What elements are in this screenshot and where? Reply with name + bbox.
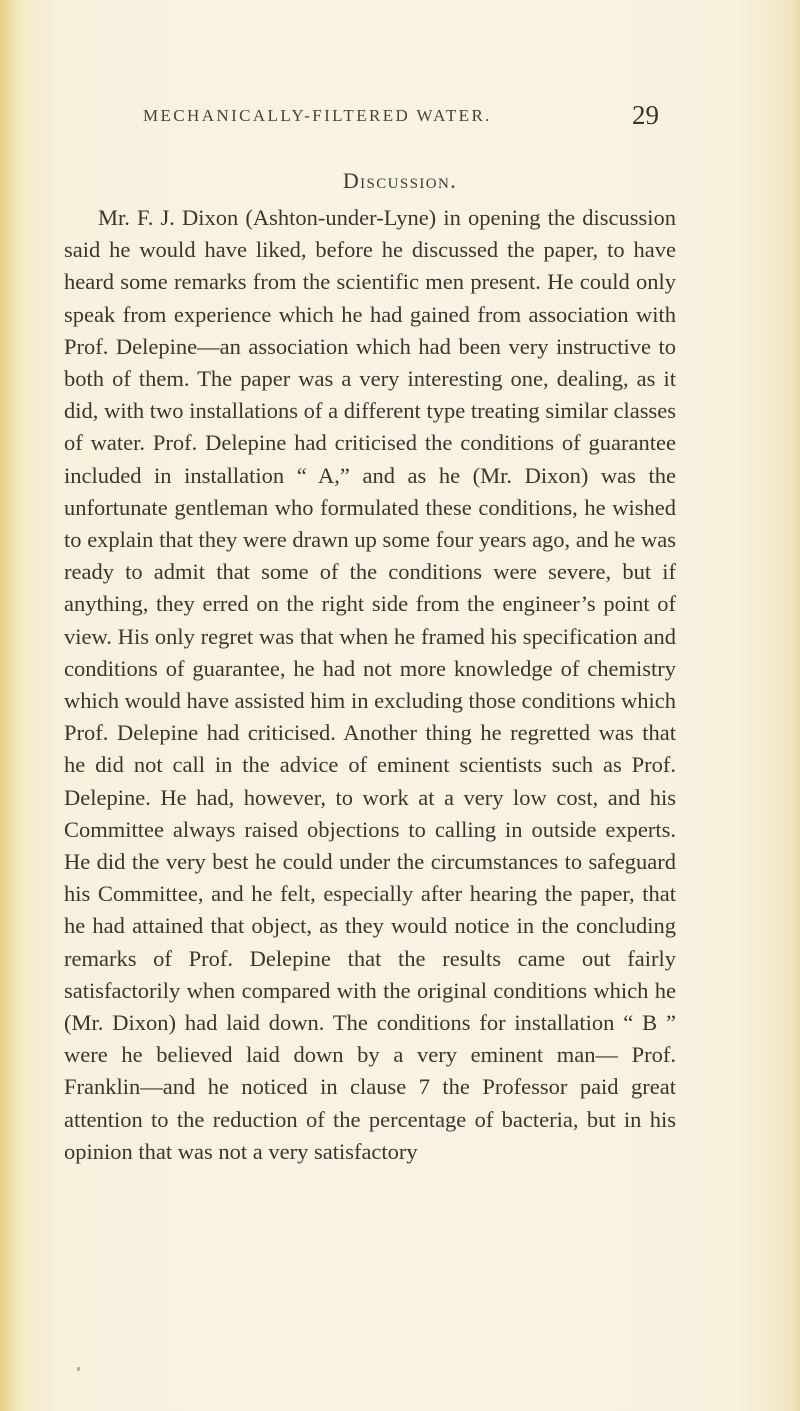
- page-number: 29: [632, 100, 659, 130]
- paper-speck: [77, 1367, 80, 1371]
- body-paragraph: Mr. F. J. Dixon (Ashton-under-Lyne) in opening the discussion said he would have liked, before he discussed the paper, to have heard some remarks from the scientific men present. He could only speak from experience which he had gained from association with Prof. Delepine—an association which had been very instructive to both of them. The paper was a very interesting one, dealing, as it did, with two installations of a different type treating similar classes of water. Prof. Delepine had criticised the conditions of guarantee included in installation “ A,” and as he (Mr. Dixon) was the unfortunate gentleman who formulated these conditions, he wished to explain that they were drawn up some four years ago, and he was ready to admit that some of the conditions were severe, but if anything, they erred on the right side from the engineer’s point of view. His only regret was that when he framed his specification and conditions of guarantee, he had not more knowledge of chemistry which would have assisted him in excluding those conditions which Prof. Delepine had criticised. Another thing he regretted was that he did not call in the advice of eminent scientists such as Prof. Delepine. He had, however, to work at a very low cost, and his Committee always raised objections to calling in outside experts. He did the very best he could under the circumstances to safeguard his Committee, and he felt, especially after hearing the paper, that he had attained that object, as they would notice in the concluding remarks of Prof. Delepine that the results came out fairly satisfactorily when compared with the original conditions which he (Mr. Dixon) had laid down. The conditions for installation “ B ” were he believed laid down by a very eminent man— Prof. Franklin—and he noticed in clause 7 the Professor paid great attention to the reduction of the percentage of bacteria, but in his opinion that was not a very satisfactory: [64, 205, 676, 1164]
- section-heading: Discussion.: [342, 168, 458, 193]
- page-header: [143, 100, 659, 140]
- running-head: MECHANICALLY-FILTERED WATER.: [143, 106, 492, 125]
- page-gutter-shadow: [0, 0, 18, 1411]
